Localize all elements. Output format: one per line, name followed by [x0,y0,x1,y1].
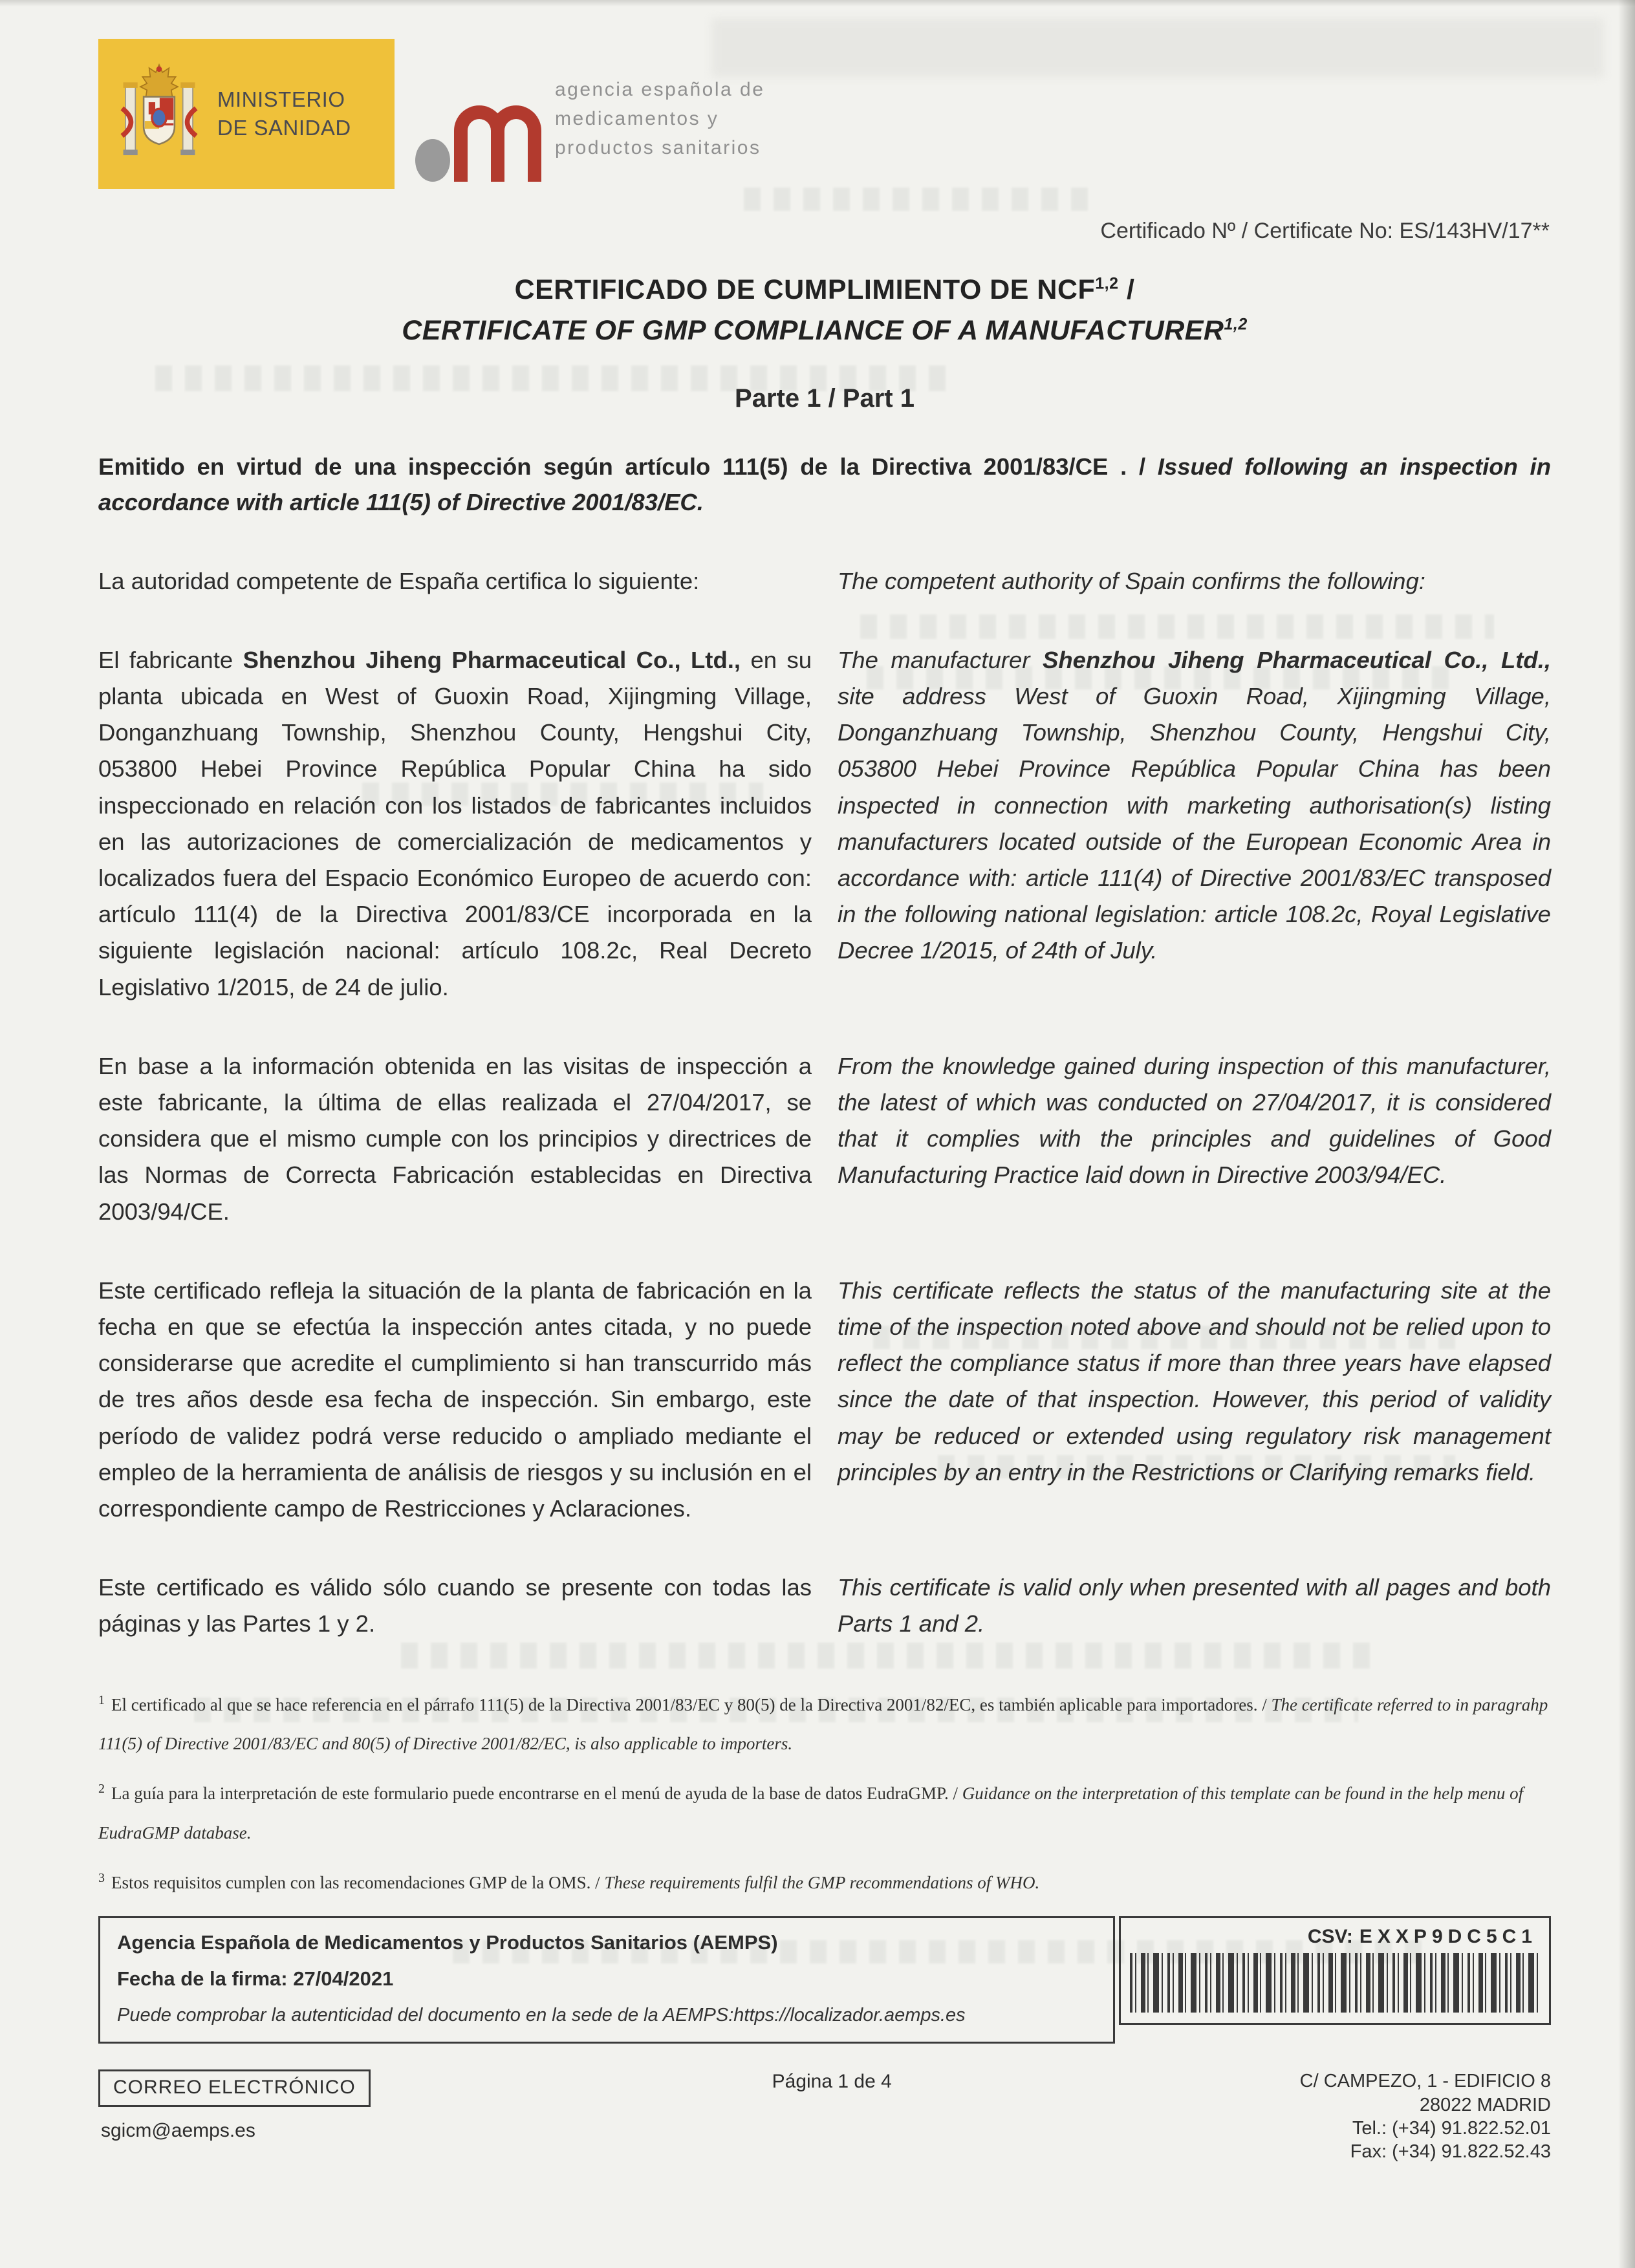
footnote-3-number: 3 [98,1870,105,1885]
footnote-2 [98,1774,1551,1853]
manufacturer-paragraph-en [838,642,1551,1006]
title-separator: / [1118,274,1135,305]
signature-box [98,1916,1115,2044]
inspection-paragraph-es: En base a la información obtenida en las visitas de inspección a este fabricante, la última de ellas realizada el 27/04/2017, se considera que el mismo cumple con los principios y directrices de las Normas de Correcta Fabricación establecidas en Directiva 2003/94/CE. [98,1052,812,1225]
footnote-2-number: 2 [98,1782,105,1797]
manufacturer-post-en: site address West of Guoxin Road, Xijingming Village, Donganzhuang Township, Shenzhou County, Hengshui City, 053800 Hebei Province República Popular China has been inspected in connection with marketing authorisation(s) listing manufacturers located outside of the European Economic Area in accordance with: article 111(4) of Directive 2001/83/EC transposed in the following national legislation: article 108.2c, Royal Legislative Decree 1/2015, of 24th of July. [838,682,1551,964]
issuing-statement-en: Issued following an inspection in accordance with article 111(5) of Directive 2001/83/EC. [98,453,1551,515]
manufacturer-pre-en: The manufacturer [838,646,1043,673]
title-spanish-text: CERTIFICADO DE CUMPLIMIENTO DE NCF [514,274,1096,305]
address-line: C/ CAMPEZO, 1 - EDIFICIO 8 [1299,2071,1551,2092]
ministry-name-line1: MINISTERIO [217,87,345,112]
validity-paragraph-en: This certificate reflects the status of the manufacturing site at the time of the inspection noted above and should not be relied upon to reflect the compliance status if more than three years have elapsed since the date of that inspection. However, this period of validity may be reduced or extended using regulatory risk management principles by an entry in the Restrictions or Clarifying remarks field. [838,1277,1551,1485]
scan-edge-shadow [0,0,1635,6]
footnote-2-es: La guía para la interpretación de este formulario puede encontrarse en el menú de ayuda de la base de datos EudraGMP. / [111,1784,962,1804]
footnote-3-es: Estos requisitos cumplen con las recomendaciones GMP de la OMS. / [111,1872,605,1892]
barcode [1130,1953,1540,2013]
email-address: sgicm@aemps.es [101,2120,255,2142]
footnote-3-en: These requirements fulfil the GMP recommendations of WHO. [604,1872,1040,1892]
aemps-wordmark-line1: agencia española de [555,79,765,100]
part-heading: Parte 1 / Part 1 [735,384,915,413]
signature-footer [98,1916,1551,2044]
footnote-1-number: 1 [98,1692,105,1707]
certificate-number: Certificado Nº / Certificate No: ES/143HV/17** [1100,219,1550,243]
spain-coat-of-arms-icon [118,58,200,169]
address-line: Tel.: (+34) 91.822.52.01 [1352,2117,1551,2139]
footnote-1-en: The certificate referred to in paragrahp 111(5) of Directive 2001/83/EC and 80(5) of Directive 2001/82/EC, is also applicable to importers. [98,1694,1548,1754]
authority-statement-es: La autoridad competente de España certifica lo siguiente: [98,567,700,594]
paragraph-row-authority [98,563,1551,599]
pages-paragraph-es: Este certificado es válido sólo cuando se presente con todas las páginas y las Partes 1 y 2. [98,1574,812,1637]
pages-paragraph-en: This certificate is valid only when presented with all pages and both Parts 1 and 2. [838,1574,1551,1637]
paragraph-row-inspection [98,1048,1551,1230]
address-block [984,2069,1551,2163]
aemps-dot-icon [415,139,450,182]
aemps-wordmark-line2: medicamentos y [555,108,719,129]
issuing-statement-es: Emitido en virtud de una inspección según artículo 111(5) de la Directiva 2001/83/CE . / [98,453,1158,480]
issuing-statement [98,449,1551,521]
aemps-m-icon [491,105,541,182]
signature-date: Fecha de la firma: 27/04/2021 [117,1967,394,1991]
title-english-text: CERTIFICATE OF GMP COMPLIANCE OF A MANUFACTURER [402,315,1224,346]
title-footnote-ref: 1,2 [1224,315,1248,334]
validity-paragraph-es: Este certificado refleja la situación de la planta de fabricación en la fecha en que se efectúa la inspección antes citada, y no puede considerarse que acredite el cumplimiento si han transcurrido más de tres años desde esa fecha de inspección. Sin embargo, este período de validez podrá verse reducido o ampliado mediante el empleo de la herramienta de análisis de riesgos y su inclusión en el correspondiente campo de Restricciones y Aclaraciones. [98,1277,812,1522]
manufacturer-pre-es: El fabricante [98,646,243,673]
ministry-logo-box [98,39,395,189]
footnote-1-es: El certificado al que se hace referencia en el párrafo 111(5) de la Directiva 2001/83/EC y 80(5) de la Directiva 2001/82/EC, es también aplicable para importadores. / [111,1694,1272,1714]
inspection-paragraph-en: From the knowledge gained during inspection of this manufacturer, the latest of which was conducted on 27/04/2017, it is considered that it complies with the principles and guidelines of Good Manufacturing Practice laid down in Directive 2003/94/EC. [838,1052,1551,1189]
ministry-name-line2: DE SANIDAD [217,116,351,140]
page-indicator: Página 1 de 4 [772,2071,892,2093]
footnote-3 [98,1863,1551,1903]
manufacturer-paragraph-es [98,642,812,1006]
paragraph-row-manufacturer [98,642,1551,1006]
title-spanish [98,274,1551,306]
footnotes [98,1685,1551,1903]
aemps-wordmark-line3: productos sanitarios [555,137,761,158]
contact-block [98,2069,679,2142]
aemps-wordmark [555,75,764,162]
email-label-box: CORREO ELECTRÓNICO [98,2069,371,2107]
address-line: Fax: (+34) 91.822.52.43 [1350,2141,1551,2163]
manufacturer-name-es: Shenzhou Jiheng Pharmaceutical Co., Ltd., [243,646,741,673]
ministry-name [217,85,351,142]
bilingual-paragraphs [98,563,1551,1643]
footnote-2-en: Guidance on the interpretation of this template can be found in the help menu of EudraGMP database. [98,1784,1524,1842]
csv-box [1119,1916,1551,2025]
paragraph-row-pages [98,1570,1551,1642]
authority-statement-en: The competent authority of Spain confirms the following: [838,567,1425,594]
title-footnote-ref: 1,2 [1095,274,1119,293]
verification-note: Puede comprobar la autenticidad del documento en la sede de la AEMPS:https://localizador.aemps.es [117,2005,966,2026]
csv-label: CSV: [1307,1926,1353,1948]
paragraph-row-validity [98,1273,1551,1527]
aemps-logo [406,59,859,199]
title-english [98,315,1551,347]
manufacturer-name-en: Shenzhou Jiheng Pharmaceutical Co., Ltd., [1043,646,1551,673]
signing-agency: Agencia Española de Medicamentos y Productos Sanitarios (AEMPS) [117,1931,778,1954]
csv-code [1130,1926,1540,1948]
page-footer [98,2069,1551,2163]
scan-edge-shadow [1618,0,1635,2268]
address-line: 28022 MADRID [1419,2094,1551,2115]
csv-value: EXXP9DC5C1 [1359,1926,1537,1948]
manufacturer-post-es: en su planta ubicada en West of Guoxin Road, Xijingming Village, Donganzhuang Township, Shenzhou County, Hengshui City, 053800 Hebei Province República Popular China ha sido inspeccionado en relación con los listados de fabricantes incluidos en las autorizaciones de comercialización de medicamentos y localizados fuera del Espacio Económico Europeo de acuerdo con: artículo 111(4) de la Directiva 2001/83/CE incorporada en la siguiente legislación nacional: artículo 108.2c, Real Decreto Legislativo 1/2015, de 24 de julio. [98,646,812,1000]
footnote-1 [98,1685,1551,1764]
